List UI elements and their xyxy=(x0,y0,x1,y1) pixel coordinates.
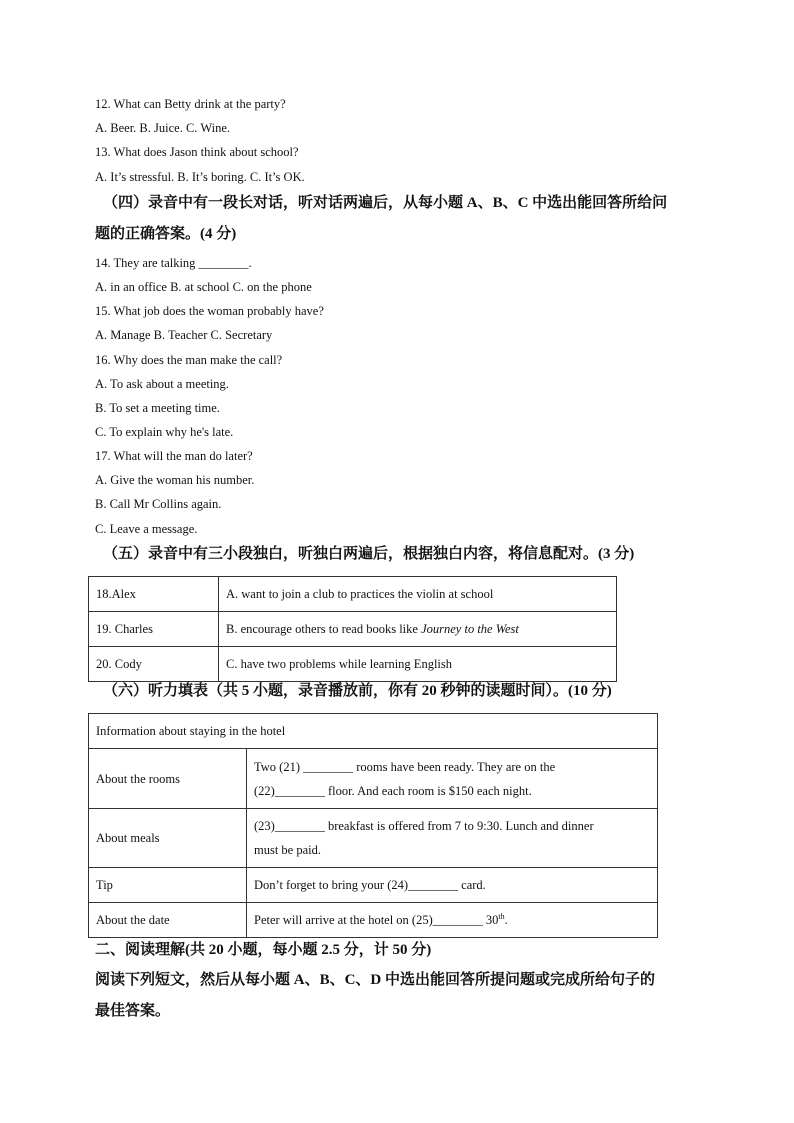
date-cell xyxy=(247,903,658,938)
question-16-option-a: A. To ask about a meeting. xyxy=(95,377,229,391)
question-13-options: A. It’s stressful. B. It’s boring. C. It’s OK. xyxy=(95,170,305,184)
matching-row xyxy=(89,577,617,612)
question-13: 13. What does Jason think about school? xyxy=(95,145,299,159)
date-text: Peter will arrive at the hotel on (25)________ 30 xyxy=(254,913,499,927)
rooms-text-line-2: (22)________ floor. And each room is $150 each night. xyxy=(254,783,532,798)
question-14: 14. They are talking ________. xyxy=(95,256,252,270)
part-2-heading: 二、阅读理解(共 20 小题，每小题 2.5 分，计 50 分) xyxy=(95,942,432,958)
part-2-instruction-line-1: 阅读下列短文，然后从每小题 A、B、C、D 中选出能回答所提问题或完成所给句子的 xyxy=(95,972,656,988)
section-4-heading-line-2: 题的正确答案。(4 分) xyxy=(95,226,237,242)
date-end: . xyxy=(504,913,508,927)
part-2-instruction-line-2: 最佳答案。 xyxy=(95,1003,171,1019)
meals-text-line-1: (23)________ breakfast is offered from 7 to 9:30. Lunch and dinner xyxy=(254,819,594,833)
book-title: Journey to the West xyxy=(421,622,519,636)
section-5-heading: （五）录音中有三小段独白，听独白两遍后，根据独白内容，将信息配对。(3 分) xyxy=(103,546,635,562)
matching-info-text: B. encourage others to read books like xyxy=(226,622,422,636)
matching-table xyxy=(88,576,617,682)
table-row xyxy=(89,868,658,903)
row-label: About the date xyxy=(89,903,247,938)
rooms-cell xyxy=(247,749,658,809)
matching-info: C. have two problems while learning English xyxy=(219,647,617,682)
matching-speaker: 18.Alex xyxy=(89,577,219,612)
question-17: 17. What will the man do later? xyxy=(95,449,253,463)
matching-speaker: 19. Charles xyxy=(89,612,219,647)
meals-text-line-2: must be paid. xyxy=(254,843,322,857)
tip-text: Don’t forget to bring your (24)________ card. xyxy=(247,868,658,903)
question-16: 16. Why does the man make the call? xyxy=(95,353,283,367)
question-17-option-a: A. Give the woman his number. xyxy=(95,473,255,487)
hotel-info-table xyxy=(88,713,658,938)
question-12-options: A. Beer. B. Juice. C. Wine. xyxy=(95,121,231,135)
hotel-table-title: Information about staying in the hotel xyxy=(89,714,658,749)
question-12: 12. What can Betty drink at the party? xyxy=(95,97,286,111)
question-17-option-c: C. Leave a message. xyxy=(95,522,198,536)
matching-info: A. want to join a club to practices the violin at school xyxy=(219,577,617,612)
meals-cell xyxy=(247,809,658,868)
row-label: Tip xyxy=(89,868,247,903)
section-4-heading-line-1: （四）录音中有一段长对话，听对话两遍后，从每小题 A、B、C 中选出能回答所给问 xyxy=(103,195,668,211)
matching-info xyxy=(219,612,617,647)
question-17-option-b: B. Call Mr Collins again. xyxy=(95,497,222,511)
table-row xyxy=(89,749,658,809)
table-row xyxy=(89,714,658,749)
question-16-option-b: B. To set a meeting time. xyxy=(95,401,220,415)
table-row xyxy=(89,903,658,938)
row-label: About meals xyxy=(89,809,247,868)
matching-row xyxy=(89,647,617,682)
table-row xyxy=(89,809,658,868)
question-16-option-c: C. To explain why he's late. xyxy=(95,425,234,439)
section-6-heading: （六）听力填表（共 5 小题，录音播放前，你有 20 秒钟的读题时间）。(10 分) xyxy=(103,683,612,699)
matching-row xyxy=(89,612,617,647)
matching-speaker: 20. Cody xyxy=(89,647,219,682)
question-14-options: A. in an office B. at school C. on the phone xyxy=(95,280,312,294)
question-15-options: A. Manage B. Teacher C. Secretary xyxy=(95,328,273,342)
row-label: About the rooms xyxy=(89,749,247,809)
rooms-text-line-1: Two (21) ________ rooms have been ready. They are on the xyxy=(254,759,556,774)
question-15: 15. What job does the woman probably have? xyxy=(95,304,324,318)
ordinal-suffix: th xyxy=(498,911,505,921)
